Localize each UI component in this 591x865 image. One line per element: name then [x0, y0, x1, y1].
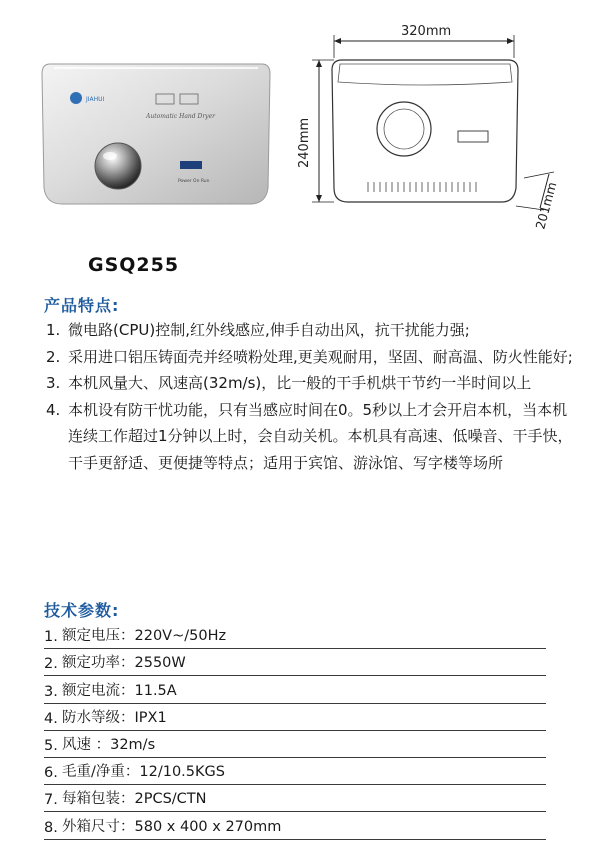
spec-number: 4.	[44, 710, 58, 727]
spec-row	[44, 731, 546, 758]
spec-number: 1.	[44, 629, 58, 646]
spec-text: 毛重/净重：12/10.5KGS	[62, 764, 225, 781]
feature-item	[46, 397, 576, 477]
spec-text: 额定电压：220V~/50Hz	[62, 628, 227, 645]
feature-text: 采用进口铝压铸面壳并经喷粉处理,更美观耐用，坚固、耐高温、防火性能好;	[68, 347, 573, 366]
specs-title: 技术参数:	[44, 601, 120, 620]
feature-number: 3.	[46, 374, 61, 392]
spec-row	[44, 676, 546, 703]
spec-number: 5.	[44, 737, 58, 754]
spec-text: 防水等级：IPX1	[62, 709, 167, 726]
brand-logo-icon	[70, 92, 82, 104]
spec-text: 外箱尺寸：580 x 400 x 270mm	[62, 818, 282, 835]
feature-text: 微电路(CPU)控制,红外线感应,伸手自动出风，抗干扰能力强;	[68, 321, 470, 339]
features-title: 产品特点:	[44, 296, 120, 315]
feature-item	[46, 370, 576, 397]
spec-number: 7.	[44, 792, 58, 809]
spec-text: 每箱包装：2PCS/CTN	[62, 791, 207, 808]
indicator-window	[180, 161, 202, 169]
product-photo	[40, 58, 272, 208]
nozzle	[95, 143, 141, 189]
dimension-drawing	[292, 22, 582, 242]
panel-label: Automatic Hand Dryer	[146, 113, 215, 120]
feature-text: 本机设有防干忧功能，只有当感应时间在0。5秒以上才会开启本机，当本机连续工作超过1分钟以上时，会自动关机。本机具有高速、低噪音、干手快，干手更舒适、更便捷等特点；适用于宾馆、游泳馆、写字楼等场所	[68, 400, 573, 472]
depth-label: 201mm	[532, 180, 560, 231]
feature-item	[46, 344, 576, 371]
feature-number: 1.	[46, 321, 61, 339]
spec-number: 6.	[44, 765, 58, 782]
height-label: 240mm	[297, 117, 312, 168]
spec-text: 额定功率：2550W	[62, 655, 186, 672]
features-list	[46, 317, 576, 476]
spec-row	[44, 812, 546, 839]
spec-row	[44, 649, 546, 676]
specs-list	[44, 622, 546, 840]
spec-number: 2.	[44, 656, 58, 673]
spec-row	[44, 704, 546, 731]
spec-row	[44, 622, 546, 649]
spec-number: 8.	[44, 819, 58, 836]
indicator-label: Power On Run	[178, 179, 210, 184]
feature-item	[46, 317, 576, 344]
spec-number: 3.	[44, 683, 58, 700]
spec-row	[44, 758, 546, 785]
spec-row	[44, 785, 546, 812]
feature-text: 本机风量大、风速高(32m/s)，比一般的干手机烘干节约一半时间以上	[68, 374, 532, 392]
feature-number: 4.	[46, 400, 61, 419]
feature-number: 2.	[46, 347, 61, 366]
brand-label: JIAHUI	[86, 96, 105, 103]
spec-text: 风速 ：32m/s	[62, 736, 156, 753]
model-name: GSQ255	[88, 254, 180, 276]
width-label: 320mm	[401, 24, 452, 39]
spec-text: 额定电流：11.5A	[62, 682, 177, 699]
